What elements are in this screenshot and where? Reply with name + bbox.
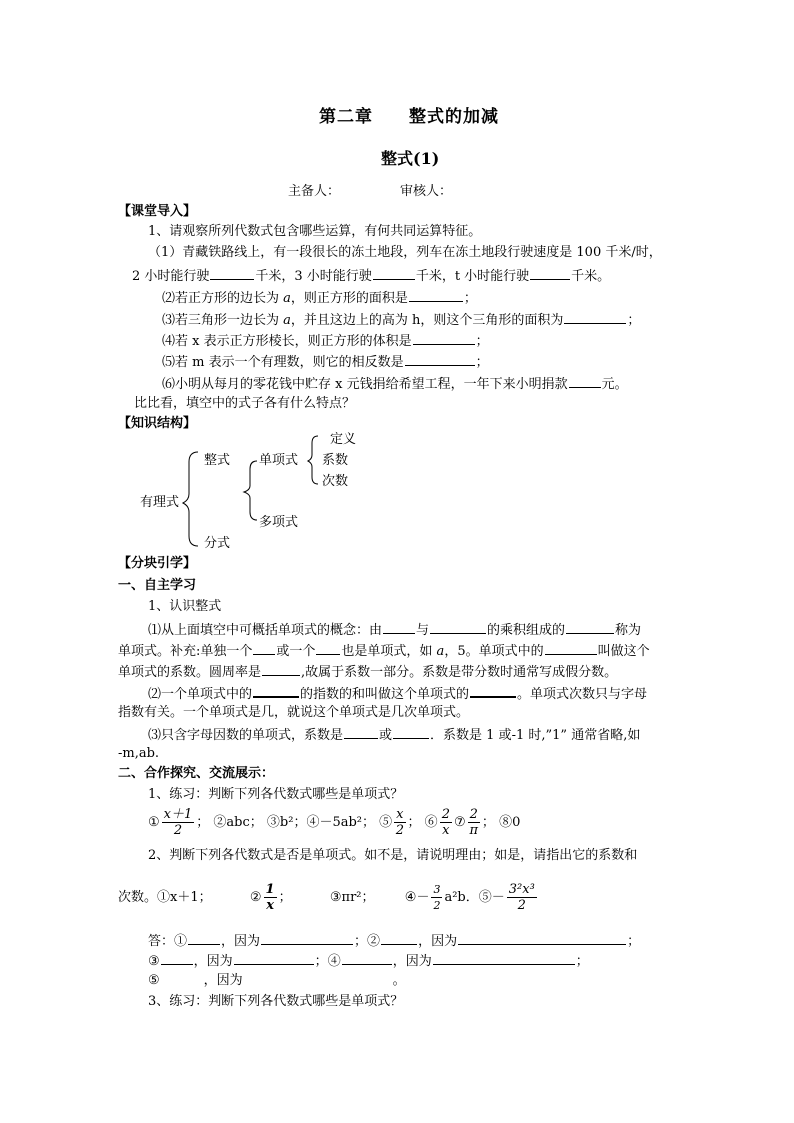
answer-line-1 (148, 931, 640, 951)
text: ； (196, 815, 210, 830)
denominator: 2 (395, 823, 404, 838)
blank[interactable] (261, 931, 353, 945)
text: ，并且这边上的高为 h，则这个三角形的面积为 (290, 313, 564, 328)
blank[interactable] (253, 683, 299, 698)
text: 或一个 (276, 644, 316, 659)
text: 叫做这个 (597, 644, 650, 659)
blank[interactable] (234, 951, 314, 965)
blank[interactable] (383, 620, 415, 634)
exercise-3-prompt: 3、练习：判断下列各代数式哪些是单项式？ (148, 994, 404, 1009)
text: 次数。①x＋1； (118, 890, 212, 905)
answer-line-2 (148, 951, 589, 971)
text: ⑤ (379, 815, 393, 830)
denominator: 2 (173, 823, 183, 838)
variable: a (283, 291, 291, 306)
denominator: x (266, 898, 274, 913)
coop-heading: 二、合作探究、交流展示： (118, 766, 275, 781)
text: ⑹小明从每月的零花钱中贮存 x 元钱捐给希望工程，一年下来小明捐款 (162, 377, 568, 392)
text: ② (249, 890, 262, 905)
text: ② (367, 934, 381, 949)
exercise-2-prompt-b (118, 880, 539, 916)
text: ③πr²； (329, 890, 375, 905)
blank[interactable] (430, 620, 486, 634)
blank[interactable] (344, 725, 378, 739)
monomial-brace (308, 436, 318, 484)
exercise-1-items (148, 805, 520, 841)
fraction (394, 807, 405, 838)
tree-integral: 整式 (204, 453, 231, 468)
text: 元。 (601, 377, 628, 392)
intro-question-1: 1、请观察所列代数式包含哪些运算，有何共同运算特征。 (148, 224, 482, 239)
intro-problem-1a: （1）青藏铁路线上，有一段很长的冻土地段，列车在冻土地段行驶速度是 100 千米/时， (148, 245, 662, 260)
blank[interactable] (188, 931, 220, 945)
tree-definition: 定义 (330, 432, 357, 447)
text: ，则正方形的面积是 (290, 291, 408, 306)
text: ⑶只含字母因数的单项式，系数是 (148, 728, 344, 743)
fraction (162, 807, 195, 838)
text: ⑷若 x 表示正方形棱长，则正方形的体积是 (162, 334, 412, 349)
text: ； (407, 815, 421, 830)
text: 与 (416, 623, 430, 638)
text: 的指数的和叫做这个单项式的 (300, 687, 470, 702)
concept-line-4 (148, 683, 647, 704)
text: ； (354, 934, 368, 949)
concept-line-6 (148, 725, 640, 745)
intro-compare: 比比看，填空中的式子各有什么特点？ (134, 396, 356, 411)
blank[interactable] (545, 641, 597, 655)
root-brace (183, 452, 198, 546)
fraction (264, 882, 277, 913)
text: ④ (327, 954, 341, 969)
text: 或 (379, 728, 393, 743)
text: ； (475, 355, 489, 370)
text: ，因为 (203, 973, 243, 988)
reviewer-label: 审核人： (400, 184, 453, 199)
concept-line-3 (118, 662, 617, 682)
tree-monomial: 单项式 (259, 453, 299, 468)
numerator: 3²x³ (508, 882, 535, 897)
tree-root: 有理式 (140, 495, 180, 510)
blank[interactable] (470, 683, 516, 698)
text: ,故属于系数一部分。系数是带分数时通常写成假分数。 (301, 665, 618, 680)
concept-line-5: 指数有关。一个单项式是几，就说这个单项式是几次单项式。 (118, 705, 470, 720)
text: ⑦ (453, 815, 466, 830)
exercise-2-prompt-a: 2、判断下列各代数式是否是单项式。如不是，请说明理由；如是，请指出它的系数和 (148, 848, 638, 863)
main-preparer-label: 主备人： (288, 184, 341, 199)
text: ； (463, 291, 477, 306)
denominator: 2 (433, 899, 441, 912)
numerator: 2 (441, 807, 450, 822)
page-title: 第二章 整式的加减 (319, 107, 499, 127)
text: 2 小时能行驶 (132, 269, 210, 284)
blank[interactable] (253, 641, 275, 655)
concept-line-2 (118, 641, 650, 661)
text: ，因为 (392, 954, 432, 969)
text: 。 (392, 973, 406, 988)
section-subtitle: 整式(1) (381, 149, 440, 168)
answer-line-3 (148, 972, 406, 990)
tree-degree: 次数 (322, 474, 349, 489)
blank[interactable] (316, 641, 340, 655)
text: ②abc； (213, 815, 263, 830)
exercise-1-prompt: 1、练习：判断下列各代数式哪些是单项式？ (148, 787, 404, 802)
text: 千米，t 小时能行驶 (415, 269, 530, 284)
integral-brace (244, 461, 257, 520)
tree-coefficient: 系数 (322, 453, 349, 468)
text: ，5。单项式中的 (444, 644, 544, 659)
text: ； (314, 954, 328, 969)
text: ．系数是 1 或-1 时,”1” 通常省略,如 (430, 728, 641, 743)
fraction (440, 807, 452, 838)
text: ⑤ (148, 973, 160, 988)
text: ③b²；④－5ab²； (266, 815, 376, 830)
blank[interactable] (262, 662, 300, 676)
tree-fractional: 分式 (204, 536, 231, 551)
denominator: 2 (517, 898, 526, 913)
numerator: 1 (265, 882, 275, 897)
blank[interactable] (381, 931, 417, 945)
numerator: 2 (469, 807, 478, 822)
self-study-heading: 一、自主学习 (118, 578, 197, 593)
text: ⑵若正方形的边长为 (162, 291, 284, 306)
text: 千米，3 小时能行驶 (255, 269, 372, 284)
text: ； (627, 934, 641, 949)
text: ③ (148, 954, 160, 969)
self-study-item-1: 1、认识整式 (148, 599, 222, 614)
blank[interactable] (433, 951, 575, 965)
guide-heading: 【分块引学】 (118, 556, 197, 571)
text: ⑧0 (499, 815, 521, 830)
blank[interactable] (458, 931, 626, 945)
text: ； (278, 890, 292, 905)
numerator: x＋1 (163, 807, 193, 822)
text: ⑥ (424, 815, 438, 830)
text: ； (575, 954, 589, 969)
denominator: π (469, 823, 479, 838)
text: a²b．⑤－ (444, 890, 505, 905)
numerator: x (396, 807, 404, 822)
text: ⑴从上面填空中可概括单项式的概念：由 (148, 623, 383, 638)
variable: a (283, 313, 291, 328)
concept-line-1 (148, 620, 641, 640)
text: ⑵一个单项式中的 (148, 687, 253, 702)
text: ① (148, 815, 160, 830)
blank[interactable] (342, 951, 392, 965)
denominator: x (442, 823, 450, 838)
intro-heading: 【课堂导入】 (118, 204, 197, 219)
text: 千米。 (571, 269, 611, 284)
text: ，因为 (221, 934, 261, 949)
text: ⑶若三角形一边长为 (162, 313, 284, 328)
fraction (468, 807, 480, 838)
text: ，因为 (418, 934, 458, 949)
variable: a (436, 644, 445, 659)
text: 单项式。补充:单独一个 (118, 644, 253, 659)
text: ； (627, 313, 641, 328)
text: ，因为 (193, 954, 233, 969)
text: ⑸若 m 表示一个有理数，则它的相反数是 (162, 355, 404, 370)
text: ④－ (404, 890, 430, 905)
fraction (507, 882, 537, 913)
concept-line-7: -m,ab. (118, 746, 160, 761)
text: 也是单项式，如 (341, 644, 437, 659)
text: 。单项式次数只与字母 (517, 687, 648, 702)
blank[interactable] (566, 620, 614, 634)
blank[interactable] (393, 725, 429, 739)
knowledge-tree-brackets (0, 0, 794, 560)
text: 答：① (148, 934, 188, 949)
text: ； (475, 334, 489, 349)
fraction (431, 882, 442, 913)
text: 称为 (615, 623, 642, 638)
text: ； (481, 815, 495, 830)
tree-polynomial: 多项式 (259, 515, 299, 530)
structure-heading: 【知识结构】 (118, 416, 197, 431)
text: 的乘积组成的 (487, 623, 566, 638)
text: 单项式的系数。圆周率是 (118, 665, 262, 680)
blank[interactable] (161, 951, 193, 965)
numerator: 3 (433, 883, 441, 896)
